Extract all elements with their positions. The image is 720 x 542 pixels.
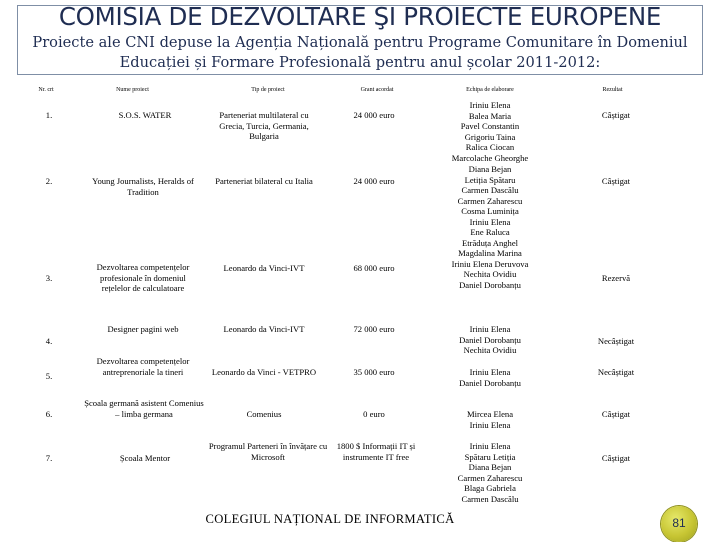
team-list: Iriniu Elena Spătaru Letiția Diana Bejan Carmen Zaharescu Blaga Gabriela Carmen Dascălu bbox=[457, 441, 523, 504]
project-type: Parteneriat multilateral cu Grecia, Turcia, Germania, Bulgaria bbox=[219, 110, 309, 142]
project-result: Câștigat bbox=[601, 110, 631, 120]
row-number: 5. bbox=[45, 371, 53, 381]
column-header-nr: Nr. crt bbox=[38, 87, 54, 93]
column-header-name: Nume proiect bbox=[116, 87, 149, 93]
project-type: Leonardo da Vinci - VETPRO bbox=[211, 367, 317, 377]
project-type: Leonardo da Vinci-IVT bbox=[223, 324, 305, 334]
project-name: Dezvoltarea competențelor antreprenoriale la tineri bbox=[96, 356, 190, 377]
project-grant: 24 000 euro bbox=[353, 110, 395, 120]
row-number: 4. bbox=[45, 336, 53, 346]
team-list: Iriniu Elena Daniel Dorobanțu Nechita Ovidiu bbox=[459, 324, 521, 356]
slide-title: COMISIA DE DEZVOLTARE ŞI PROIECTE EUROPENE bbox=[58, 2, 662, 31]
project-name: Școala germană asistent Comenius – limba germana bbox=[84, 398, 204, 419]
column-header-team: Echipa de elaborare bbox=[466, 87, 514, 93]
project-name: Dezvoltarea competențelor profesionale în domeniul rețelelor de calculatoare bbox=[96, 262, 190, 294]
project-result: Câștigat bbox=[601, 453, 631, 463]
team-list: Iriniu Elena Balea Maria Pavel Constantin Grigoriu Taina Ralica Ciocan Marcolache Gheorghe bbox=[451, 100, 529, 163]
team-list: Ene Raluca Etrăduța Anghel Magdalina Marina Iriniu Elena Deruvova Nechita Ovidiu Daniel Dorobanțu bbox=[451, 227, 529, 290]
row-number: 1. bbox=[45, 110, 53, 120]
column-header-result: Rezultat bbox=[602, 87, 623, 93]
team-list: Mircea Elena Iriniu Elena bbox=[466, 409, 514, 430]
project-type: Programul Parteneri în învățare cu Microsoft bbox=[208, 441, 328, 462]
project-result: Necâștigat bbox=[597, 367, 635, 377]
project-grant: 35 000 euro bbox=[353, 367, 395, 377]
project-result: Câștigat bbox=[601, 176, 631, 186]
project-name: Designer pagini web bbox=[107, 324, 179, 334]
project-grant: 24 000 euro bbox=[353, 176, 395, 186]
project-type: Leonardo da Vinci-IVT bbox=[223, 263, 305, 273]
team-list: Iriniu Elena Daniel Dorobanțu bbox=[459, 367, 521, 388]
slide-subtitle: Proiecte ale CNI depuse la Agenția Națională pentru Programe Comunitare în Domeniul Educației și Formare Profesională pentru anul școlar 2011-2012: bbox=[32, 34, 688, 71]
page-number: 81 bbox=[672, 516, 686, 530]
column-header-type: Tip de proiect bbox=[251, 87, 285, 93]
team-list: Diana Bejan Letiția Spătaru Carmen Dascălu Carmen Zaharescu Cosma Luminița Iriniu Elena bbox=[457, 164, 523, 227]
project-result: Câștigat bbox=[601, 409, 631, 419]
column-header-grant: Grant acordat bbox=[360, 87, 394, 93]
project-name: Young Journalists, Heralds of Tradition bbox=[92, 176, 194, 197]
row-number: 7. bbox=[45, 453, 53, 463]
row-number: 2. bbox=[45, 176, 53, 186]
project-name: S.O.S. WATER bbox=[118, 110, 172, 120]
project-result: Necâștigat bbox=[597, 336, 635, 346]
project-type: Parteneriat bilateral cu Italia bbox=[215, 176, 313, 186]
footer-school-name: COLEGIUL NAȚIONAL DE INFORMATICĂ bbox=[205, 512, 455, 526]
project-grant: 1800 $ Informații IT și instrumente IT free bbox=[336, 441, 416, 462]
project-name: Școala Mentor bbox=[119, 453, 171, 463]
project-result: Rezervă bbox=[601, 273, 631, 283]
project-type: Comenius bbox=[246, 409, 282, 419]
project-grant: 0 euro bbox=[363, 409, 385, 419]
row-number: 6. bbox=[45, 409, 53, 419]
project-grant: 68 000 euro bbox=[353, 263, 395, 273]
row-number: 3. bbox=[45, 273, 53, 283]
project-grant: 72 000 euro bbox=[353, 324, 395, 334]
